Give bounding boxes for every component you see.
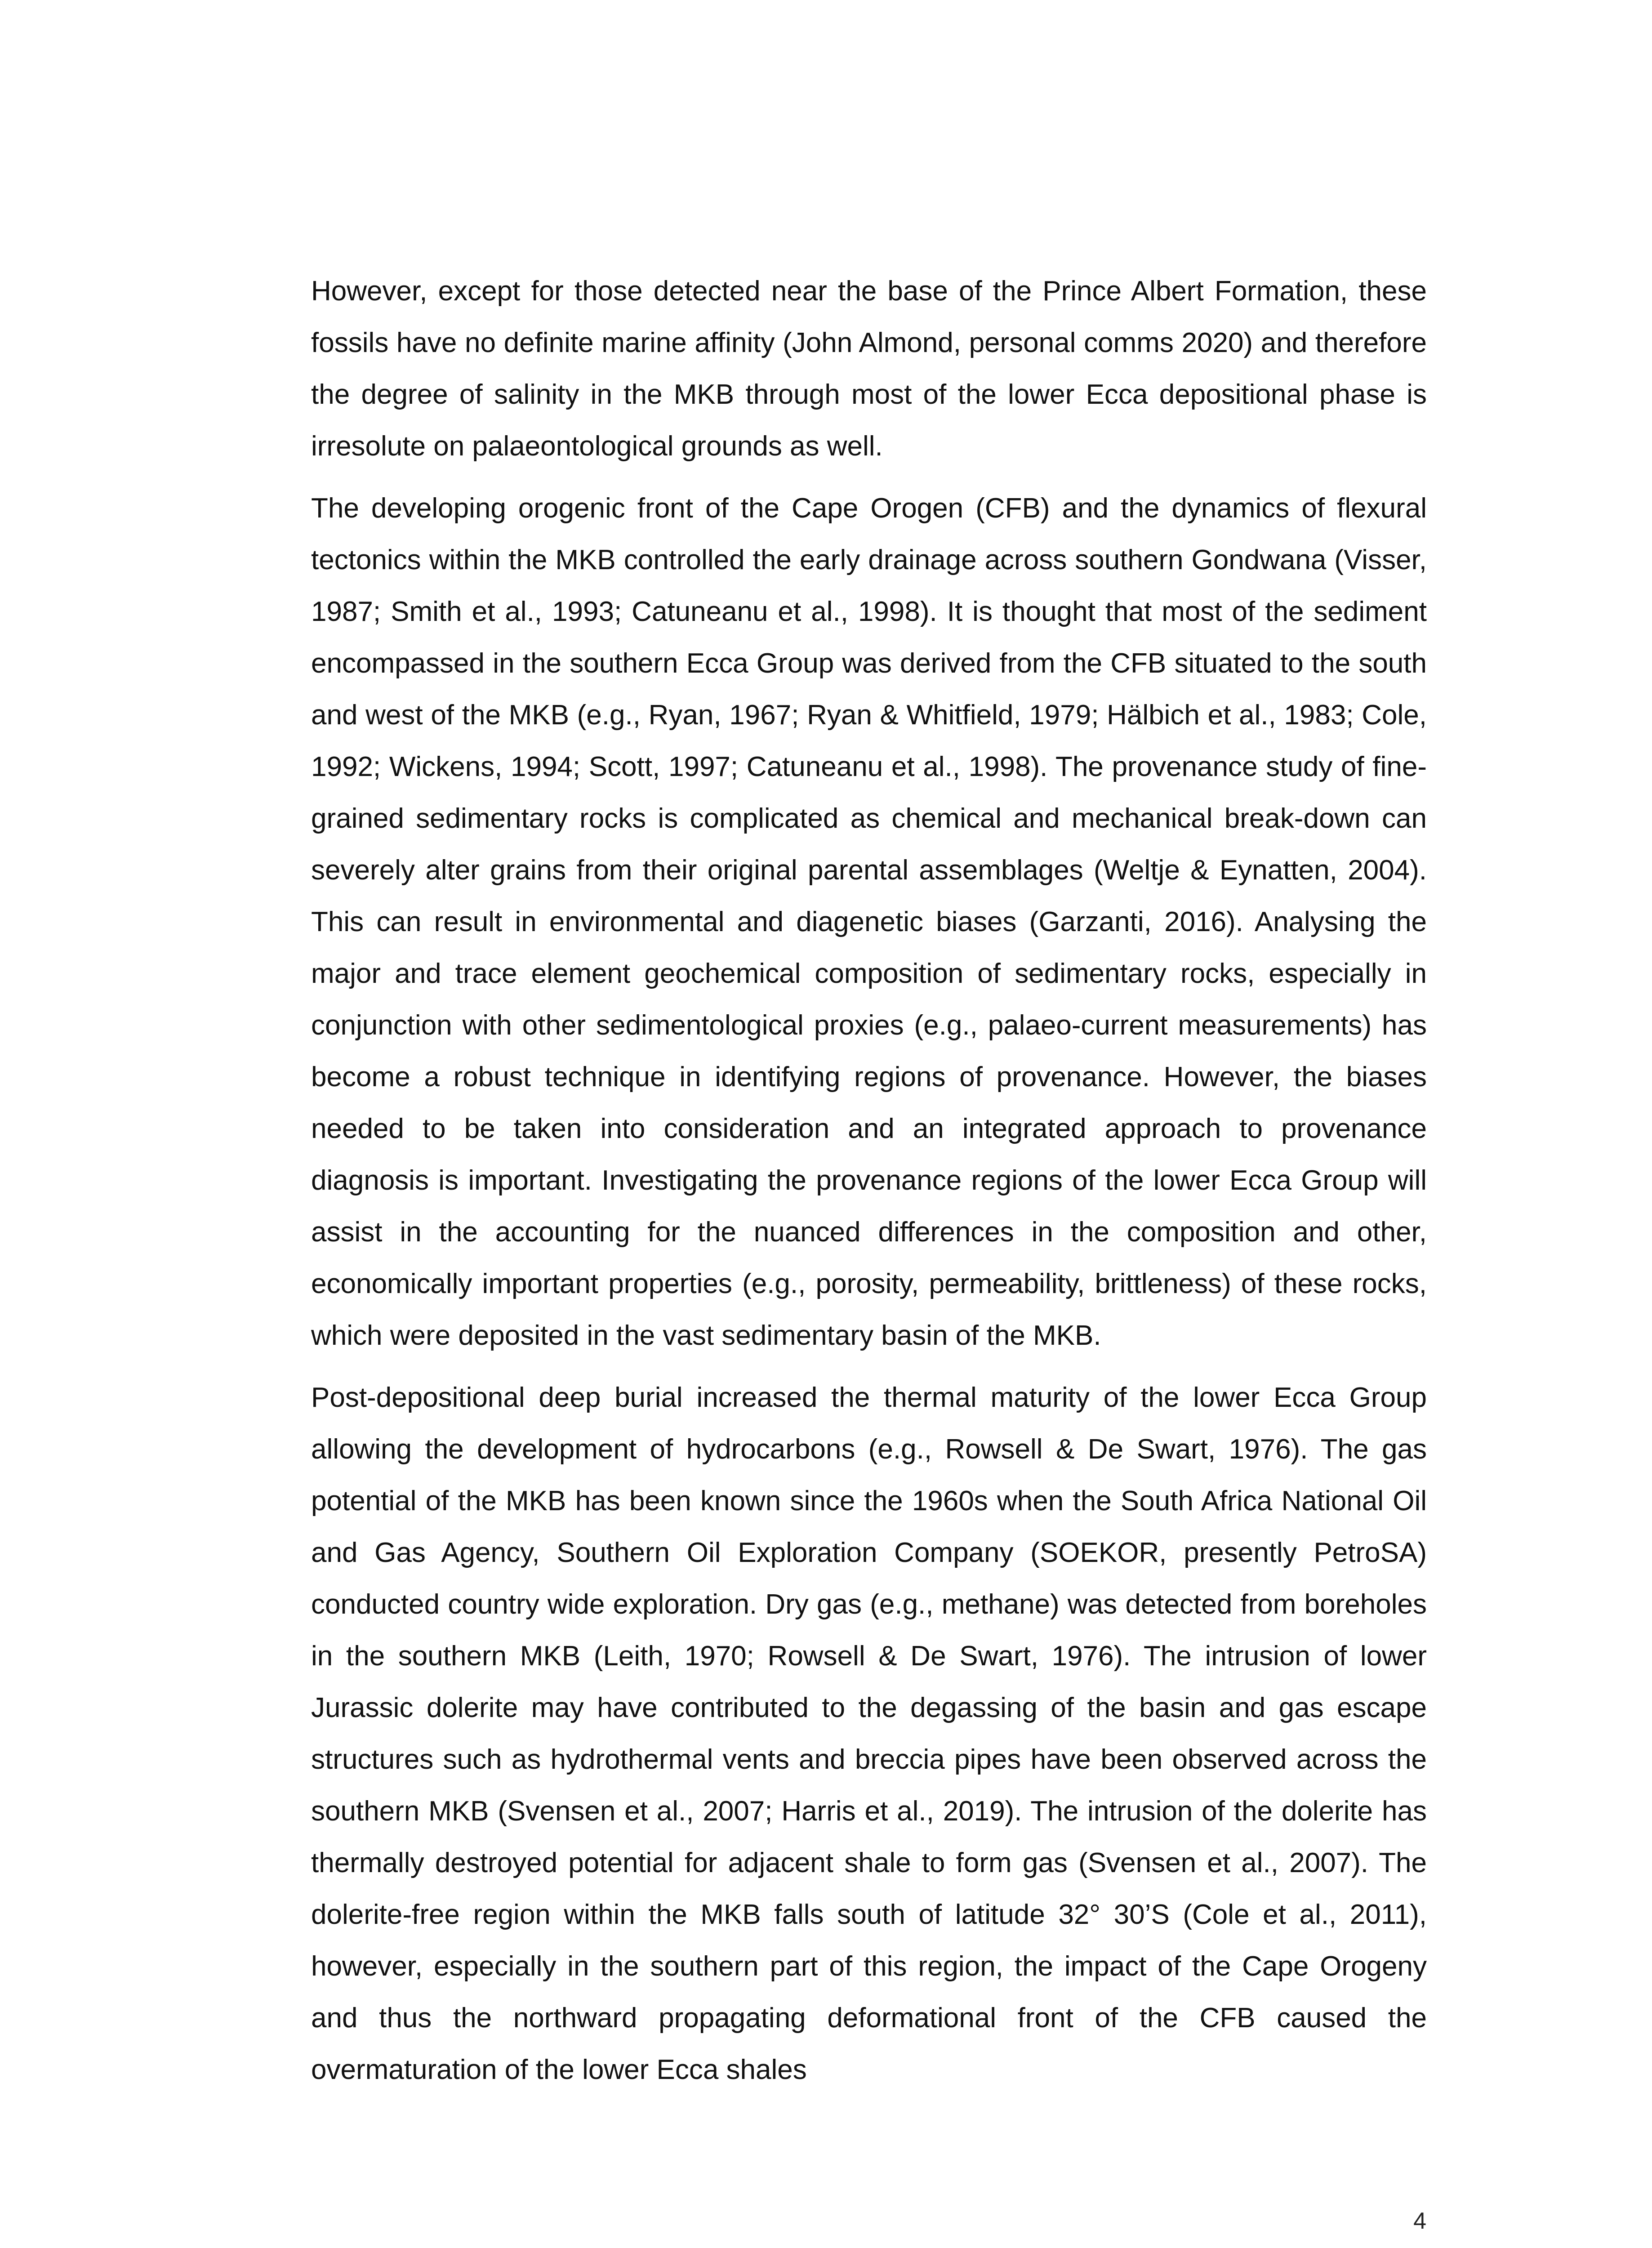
paragraph-2: The developing orogenic front of the Cape Orogen (CFB) and the dynamics of flexural tectonics within the MKB controlled the early drainage across southern Gondwana (Visser, 1987; Smith et al., 1993; Catuneanu et al., 1998). It is thought that most of the sediment encompassed in the southern Ecca Group was derived from the CFB situated to the south and west of the MKB (e.g., Ryan, 1967; Ryan & Whitfield, 1979; Hälbich et al., 1983; Cole, 1992; Wickens, 1994; Scott, 1997; Catuneanu et al., 1998). The provenance study of fine-grained sedimentary rocks is complicated as chemical and mechanical break-down can severely alter grains from their original parental assemblages (Weltje & Eynatten, 2004). This can result in environmental and diagenetic biases (Garzanti, 2016). Analysing the major and trace element geochemical composition of sedimentary rocks, especially in conjunction with other sedimentological proxies (e.g., palaeo-current measurements) has become a robust technique in identifying regions of provenance. However, the biases needed to be taken into consideration and an integrated approach to provenance diagnosis is important. Investigating the provenance regions of the lower Ecca Group will assist in the accounting for the nuanced differences in the composition and other, economically important properties (e.g., porosity, permeability, brittleness) of these rocks, which were deposited in the vast sedimentary basin of the MKB.	[311, 493, 1427, 1351]
paragraph-3: Post-depositional deep burial increased the thermal maturity of the lower Ecca Group allowing the development of hydrocarbons (e.g., Rowsell & De Swart, 1976). The gas potential of the MKB has been known since the 1960s when the South Africa National Oil and Gas Agency, Southern Oil Exploration Company (SOEKOR, presently PetroSA) conducted country wide exploration. Dry gas (e.g., methane) was detected from boreholes in the southern MKB (Leith, 1970; Rowsell & De Swart, 1976). The intrusion of lower Jurassic dolerite may have contributed to the degassing of the basin and gas escape structures such as hydrothermal vents and breccia pipes have been observed across the southern MKB (Svensen et al., 2007; Harris et al., 2019). The intrusion of the dolerite has thermally destroyed potential for adjacent shale to form gas (Svensen et al., 2007). The dolerite-free region within the MKB falls south of latitude 32° 30’S (Cole et al., 2011), however, especially in the southern part of this region, the impact of the Cape Orogeny and thus the northward propagating deformational front of the CFB caused the overmaturation of the lower Ecca shales	[311, 1382, 1427, 2085]
paragraph-1: However, except for those detected near the base of the Prince Albert Formation, these fossils have no definite marine affinity (John Almond, personal comms 2020) and therefore the degree of salinity in the MKB through most of the lower Ecca depositional phase is irresolute on palaeontological grounds as well.	[311, 276, 1427, 462]
page-number: 4	[1413, 2208, 1426, 2234]
body-text	[311, 265, 1427, 2096]
